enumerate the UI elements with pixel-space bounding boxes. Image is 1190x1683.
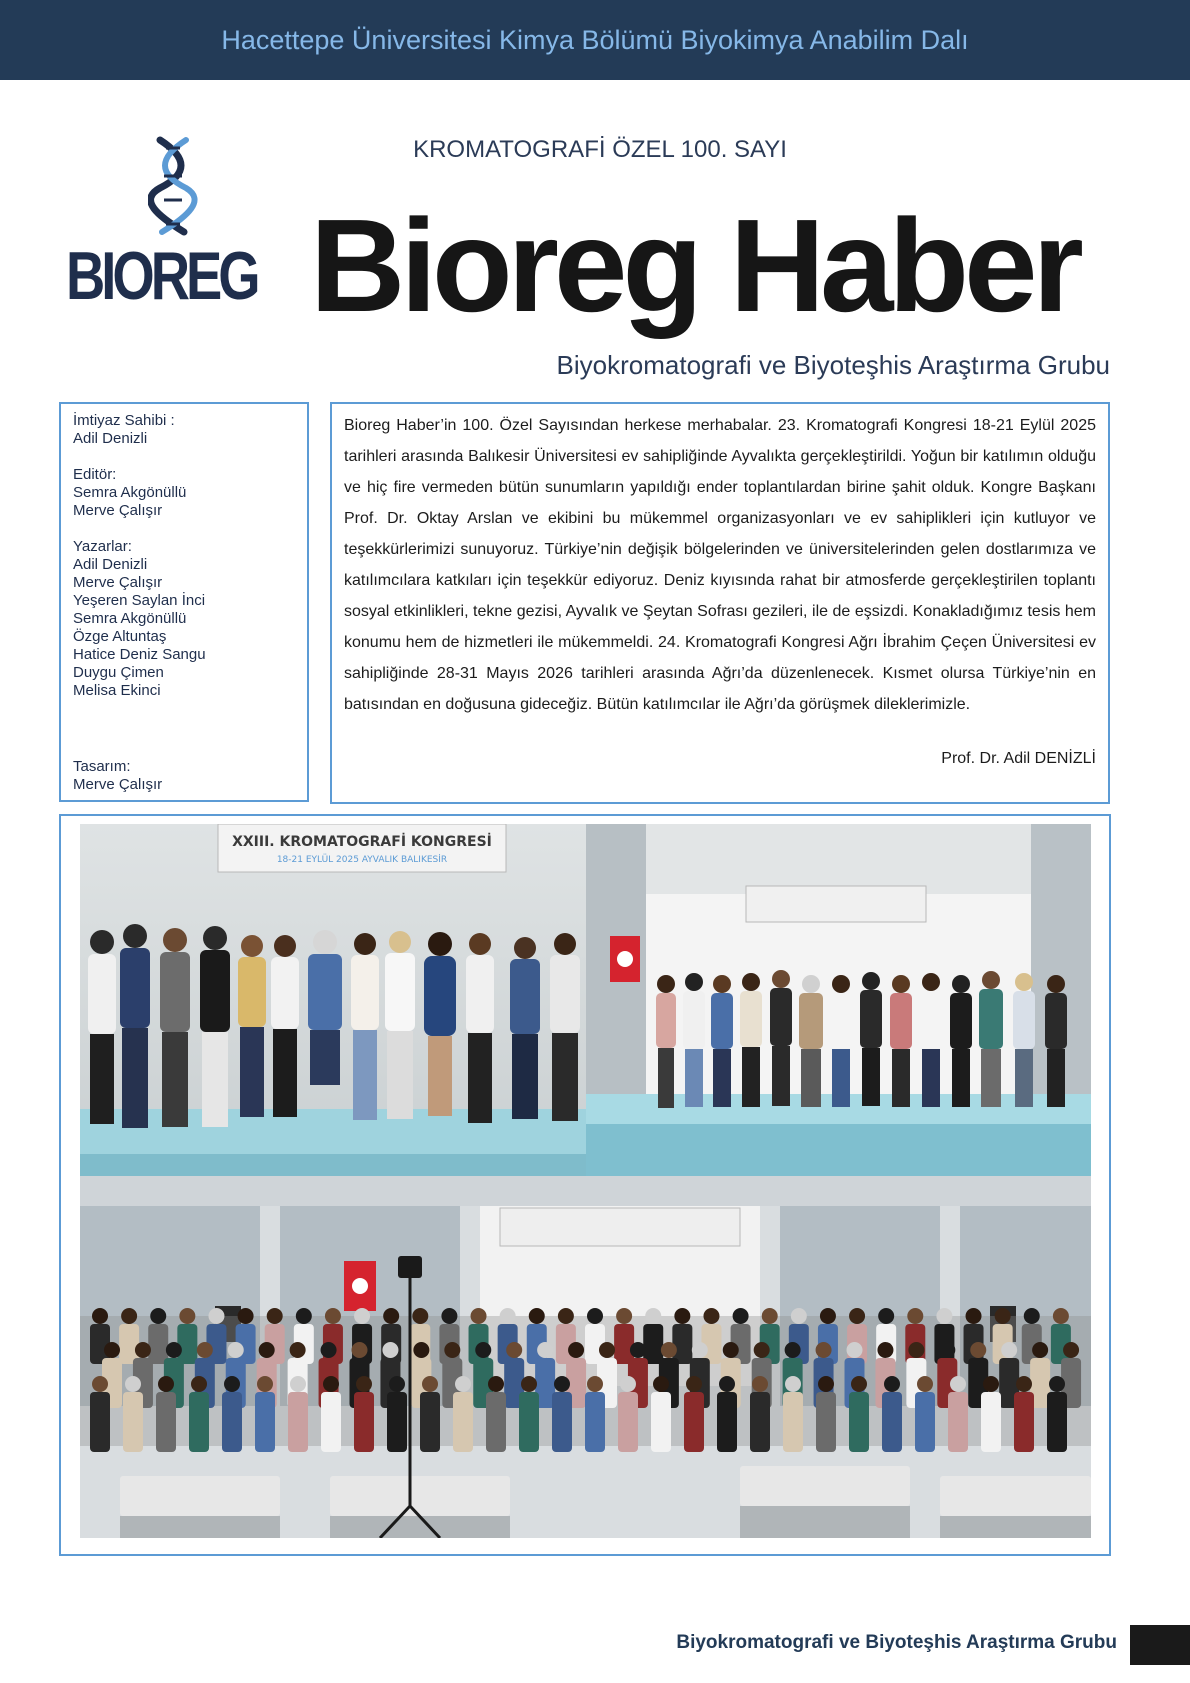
logo-text: BIOREG <box>66 238 257 314</box>
author-name: Merve Çalışır <box>73 574 163 591</box>
dna-helix-icon <box>148 136 198 236</box>
editor-name: Merve Çalışır <box>73 502 163 519</box>
editor-name: Semra Akgönüllü <box>73 484 187 501</box>
footer-text: Biyokromatografi ve Biyoteşhis Araştırma Grubu <box>676 1632 1117 1653</box>
editorial-text: Bioreg Haber’in 100. Özel Sayısından herkese merhabalar. 23. Kromatografi Kongresi 18-21 Eylül 2025 tarihleri arasında Balıkesir Üniversitesi ev sahipliğinde Ayvalıkta gerçekleştirildi. Yoğun bir katılımın olduğu ve hiç fire vermeden bütün sunumların yapıldığı ender toplantılardan birine şahit olduk. Kongre Başkanı Prof. Dr. Oktay Arslan ve ekibini bu mükemmel organizasyonları ve ev sahiplikleri için kutluyor ve teşekkürlerimizi sunuyoruz. Türkiye’nin değişik bölgelerinden ve üniversitelerinden gelen dostlarımıza ve katılımcılara katkıları için teşekkür ediyoruz. Deniz kıyısında rahat bir atmosferde gerçekleştirilen toplantı sosyal etkinlikleri, tekne gezisi, Ayvalık ve Şeytan Sofrası gezileri, ile de eşsizdi. Konakladığımız tesis hem konumu hem de hizmetleri ile mükemmeldi. 24. Kromatografi Kongresi Ağrı İbrahim Çeçen Üniversitesi ev sahipliğinde 28-31 Mayıs 2026 tarihleri arasında Ağrı’da düzenlenecek. Kısmet olursa Türkiye’nin en batısından en doğusuna gideceğiz. Bütün katılımcılar ile Ağrı’da görüşmek dileklerimizle. <box>344 417 1096 713</box>
author-name: Duygu Çimen <box>73 664 164 681</box>
authors-label: Yazarlar: <box>73 538 132 555</box>
owner-name: Adil Denizli <box>73 430 148 447</box>
group-photo-1 <box>80 824 586 1176</box>
author-name: Adil Denizli <box>73 556 148 573</box>
editorial-panel <box>330 402 1110 804</box>
congress-banner-subtitle: 18-21 EYLÜL 2025 AYVALIK BALIKESİR <box>276 855 448 865</box>
owner-label: İmtiyaz Sahibi : <box>73 412 175 429</box>
congress-banner-title: XXIII. KROMATOGRAFİ KONGRESİ <box>232 834 492 850</box>
editor-label: Editör: <box>73 466 117 483</box>
newsletter-title: Bioreg Haber <box>310 192 1079 339</box>
design-label: Tasarım: <box>73 758 131 775</box>
author-name: Semra Akgönüllü <box>73 610 187 627</box>
group-photo-2 <box>586 824 1091 1176</box>
author-name: Özge Altuntaş <box>73 628 167 645</box>
group-photo-3 <box>80 1176 1091 1538</box>
issue-label: KROMATOGRAFİ ÖZEL 100. SAYI <box>413 136 787 163</box>
institution-name: Hacettepe Üniversitesi Kimya Bölümü Biyokimya Anabilim Dalı <box>221 24 969 55</box>
author-name: Hatice Deniz Sangu <box>73 646 206 663</box>
footer-block <box>1130 1625 1190 1665</box>
bioreg-logo <box>66 136 280 336</box>
designer-name: Merve Çalışır <box>73 776 163 793</box>
author-name: Yeşeren Saylan İnci <box>73 592 206 609</box>
newsletter-subtitle: Biyokromatografi ve Biyoteşhis Araştırma Grubu <box>556 350 1110 380</box>
author-name: Melisa Ekinci <box>73 682 161 699</box>
editorial-signature: Prof. Dr. Adil DENİZLİ <box>941 750 1096 767</box>
masthead-panel <box>59 402 309 802</box>
photo-collage <box>59 814 1111 1556</box>
top-banner <box>0 0 1190 80</box>
